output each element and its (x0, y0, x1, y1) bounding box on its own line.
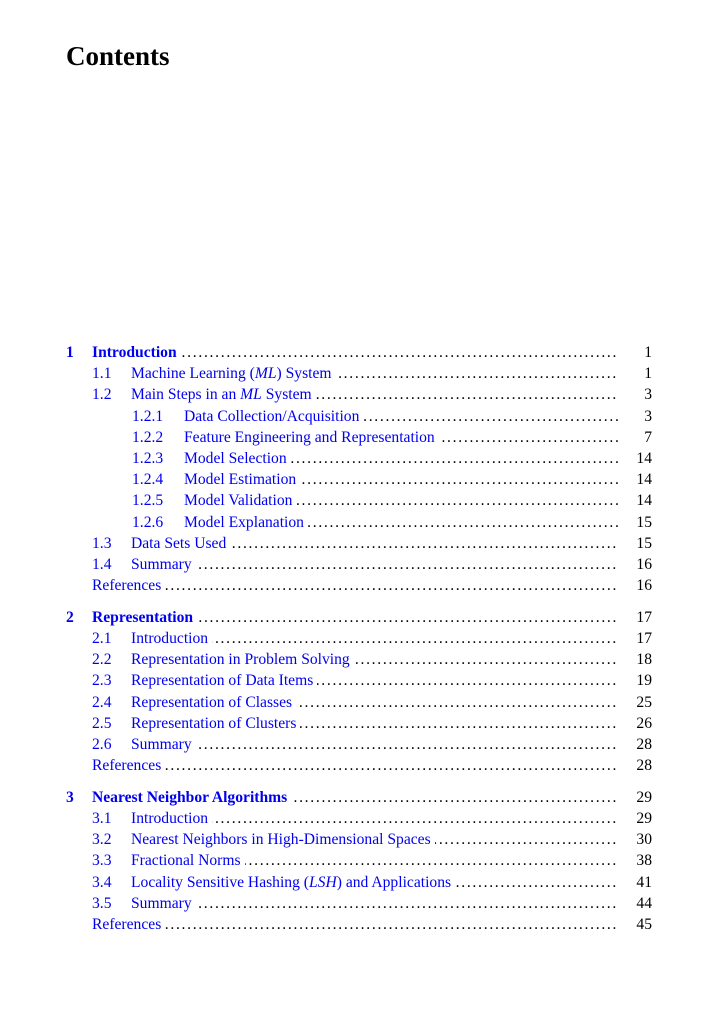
entry-title-text: ) and Applications (336, 873, 452, 891)
references-entry[interactable] (66, 914, 652, 935)
references-entry[interactable] (66, 575, 652, 596)
entry-number: 1.4 (92, 555, 112, 573)
subsection-entry[interactable] (66, 448, 652, 469)
page-number: 28 (636, 735, 652, 753)
page-number: 15 (636, 513, 652, 531)
entry-title (184, 448, 618, 469)
page-number: 30 (636, 831, 652, 849)
entry-number: 3.2 (92, 831, 112, 849)
entry-title-text: Representation in Problem Solving (131, 651, 354, 668)
page-number: 3 (644, 386, 652, 404)
section-entry[interactable] (66, 713, 652, 734)
entry-title-text: Representation of Classes (131, 694, 296, 711)
page-number: 19 (636, 672, 652, 690)
page-number: 1 (644, 365, 652, 383)
subsection-entry[interactable] (66, 427, 652, 448)
entry-title (131, 554, 618, 575)
section-entry[interactable] (66, 829, 652, 850)
section-entry[interactable] (66, 808, 652, 829)
entry-title-text: References (92, 757, 165, 774)
page-number: 26 (636, 714, 652, 732)
page-number: 14 (636, 492, 652, 510)
entry-title (92, 787, 618, 808)
entry-number: 3.3 (92, 852, 112, 870)
page-number: 45 (636, 915, 652, 933)
page-number: 7 (644, 428, 652, 446)
page-number: 17 (636, 629, 652, 647)
page-number: 17 (636, 608, 652, 626)
entry-title (131, 692, 618, 713)
entry-title (184, 512, 618, 533)
entry-title (92, 755, 618, 776)
section-entry[interactable] (66, 872, 652, 893)
entry-title (131, 363, 618, 384)
entry-title-text: Feature Engineering and Representation (184, 429, 439, 446)
page-number: 16 (636, 555, 652, 573)
subsection-entry[interactable] (66, 406, 652, 427)
entry-title-text: Introduction (131, 630, 212, 647)
section-entry[interactable] (66, 649, 652, 670)
chapter-entry[interactable] (66, 342, 652, 363)
entry-title-text: Summary (131, 556, 196, 573)
section-entry[interactable] (66, 850, 652, 871)
entry-title-text: Fractional Norms (131, 852, 245, 869)
page-number: 41 (636, 873, 652, 891)
subsection-entry[interactable] (66, 469, 652, 490)
page-number: 18 (636, 651, 652, 669)
entry-title (92, 914, 618, 935)
entry-number: 2.5 (92, 714, 112, 732)
entry-title (92, 607, 618, 628)
page-number: 29 (636, 788, 652, 806)
entry-number: 1.2.1 (132, 407, 164, 425)
entry-title (131, 649, 618, 670)
entry-title-text: Locality Sensitive Hashing ( (131, 873, 309, 891)
entry-title-text: Main Steps in an (131, 386, 241, 404)
entry-number: 3.1 (92, 809, 112, 827)
entry-title-text: Data Collection/Acquisition (184, 408, 363, 425)
entry-title-text: ) System (276, 365, 332, 383)
entry-number: 2.4 (92, 693, 112, 711)
entry-title-text: Summary (131, 895, 196, 912)
entry-number: 3 (66, 788, 74, 806)
entry-number: 1.2.2 (132, 428, 164, 446)
entry-title (184, 469, 618, 490)
section-entry[interactable] (66, 893, 652, 914)
page-number: 28 (636, 757, 652, 775)
section-entry[interactable] (66, 533, 652, 554)
chapter-entry[interactable] (66, 607, 652, 628)
entry-number: 1.2.5 (132, 492, 164, 510)
entry-title-acronym: ML (254, 365, 277, 383)
entry-title (131, 829, 618, 850)
chapter-spacer (66, 596, 652, 607)
entry-title (131, 872, 618, 893)
entry-title (131, 670, 618, 691)
entry-title-text: Data Sets Used (131, 535, 230, 552)
entry-number: 1.2.3 (132, 449, 164, 467)
entry-title-text: Model Selection (184, 450, 291, 467)
page-number: 38 (636, 852, 652, 870)
subsection-entry[interactable] (66, 490, 652, 511)
subsection-entry[interactable] (66, 512, 652, 533)
page-number: 25 (636, 693, 652, 711)
entry-title (131, 850, 618, 871)
entry-title (131, 384, 618, 405)
entry-title-text: Model Estimation (184, 471, 300, 488)
entry-number: 2.6 (92, 735, 112, 753)
page-number: 16 (636, 577, 652, 595)
page-number: 1 (644, 344, 652, 361)
entry-title (131, 628, 618, 649)
entry-number: 1.2.4 (132, 471, 164, 489)
entry-title-text: Nearest Neighbor Algorithms (92, 789, 291, 806)
section-entry[interactable] (66, 670, 652, 691)
page-number: 14 (636, 471, 652, 489)
entry-number: 3.5 (92, 894, 112, 912)
entry-title (131, 713, 618, 734)
entry-title (131, 808, 618, 829)
entry-number: 2.2 (92, 651, 112, 669)
page-number: 44 (636, 894, 652, 912)
entry-title (184, 490, 618, 511)
section-entry[interactable] (66, 384, 652, 405)
entry-title-acronym: LSH (309, 873, 337, 891)
entry-title (92, 342, 618, 363)
entry-title-text: Model Validation (184, 492, 296, 509)
entry-title-text: Nearest Neighbors in High-Dimensional Spaces (131, 831, 435, 848)
page-number: 14 (636, 449, 652, 467)
table-of-contents (66, 342, 652, 935)
entry-number: 2.1 (92, 629, 112, 647)
section-entry[interactable] (66, 363, 652, 384)
chapter-entry[interactable] (66, 787, 652, 808)
page-number: 3 (644, 407, 652, 425)
entry-title-text: Introduction (131, 810, 212, 827)
entry-title (92, 575, 618, 596)
entry-number: 1 (66, 344, 74, 361)
entry-title-text: Representation of Clusters (131, 715, 300, 732)
entry-number: 2.3 (92, 672, 112, 690)
section-entry[interactable] (66, 692, 652, 713)
entry-title-text: References (92, 577, 165, 594)
section-entry[interactable] (66, 628, 652, 649)
section-entry[interactable] (66, 734, 652, 755)
entry-title (131, 734, 618, 755)
references-entry[interactable] (66, 755, 652, 776)
entry-title (131, 893, 618, 914)
entry-title (184, 406, 618, 427)
entry-title (131, 533, 618, 554)
page-number: 29 (636, 809, 652, 827)
entry-title-acronym: ML (240, 386, 262, 404)
entry-title-text: Model Explanation (184, 514, 308, 531)
entry-title-text: Representation (92, 609, 197, 626)
section-entry[interactable] (66, 554, 652, 575)
entry-title-text: System (261, 386, 312, 404)
entry-number: 1.3 (92, 534, 112, 552)
page-title: Contents (66, 41, 170, 71)
entry-title (184, 427, 618, 448)
entry-number: 1.2.6 (132, 513, 164, 531)
entry-title-text: Representation of Data Items (131, 672, 317, 689)
entry-title-text: References (92, 916, 165, 933)
entry-number: 1.2 (92, 386, 112, 404)
entry-title-text: Machine Learning ( (131, 365, 255, 383)
entry-title-text: Introduction (92, 344, 181, 361)
entry-number: 3.4 (92, 873, 112, 891)
page-number: 15 (636, 534, 652, 552)
entry-number: 2 (66, 608, 74, 626)
entry-title-text: Summary (131, 736, 196, 753)
chapter-spacer (66, 776, 652, 787)
entry-number: 1.1 (92, 365, 112, 383)
